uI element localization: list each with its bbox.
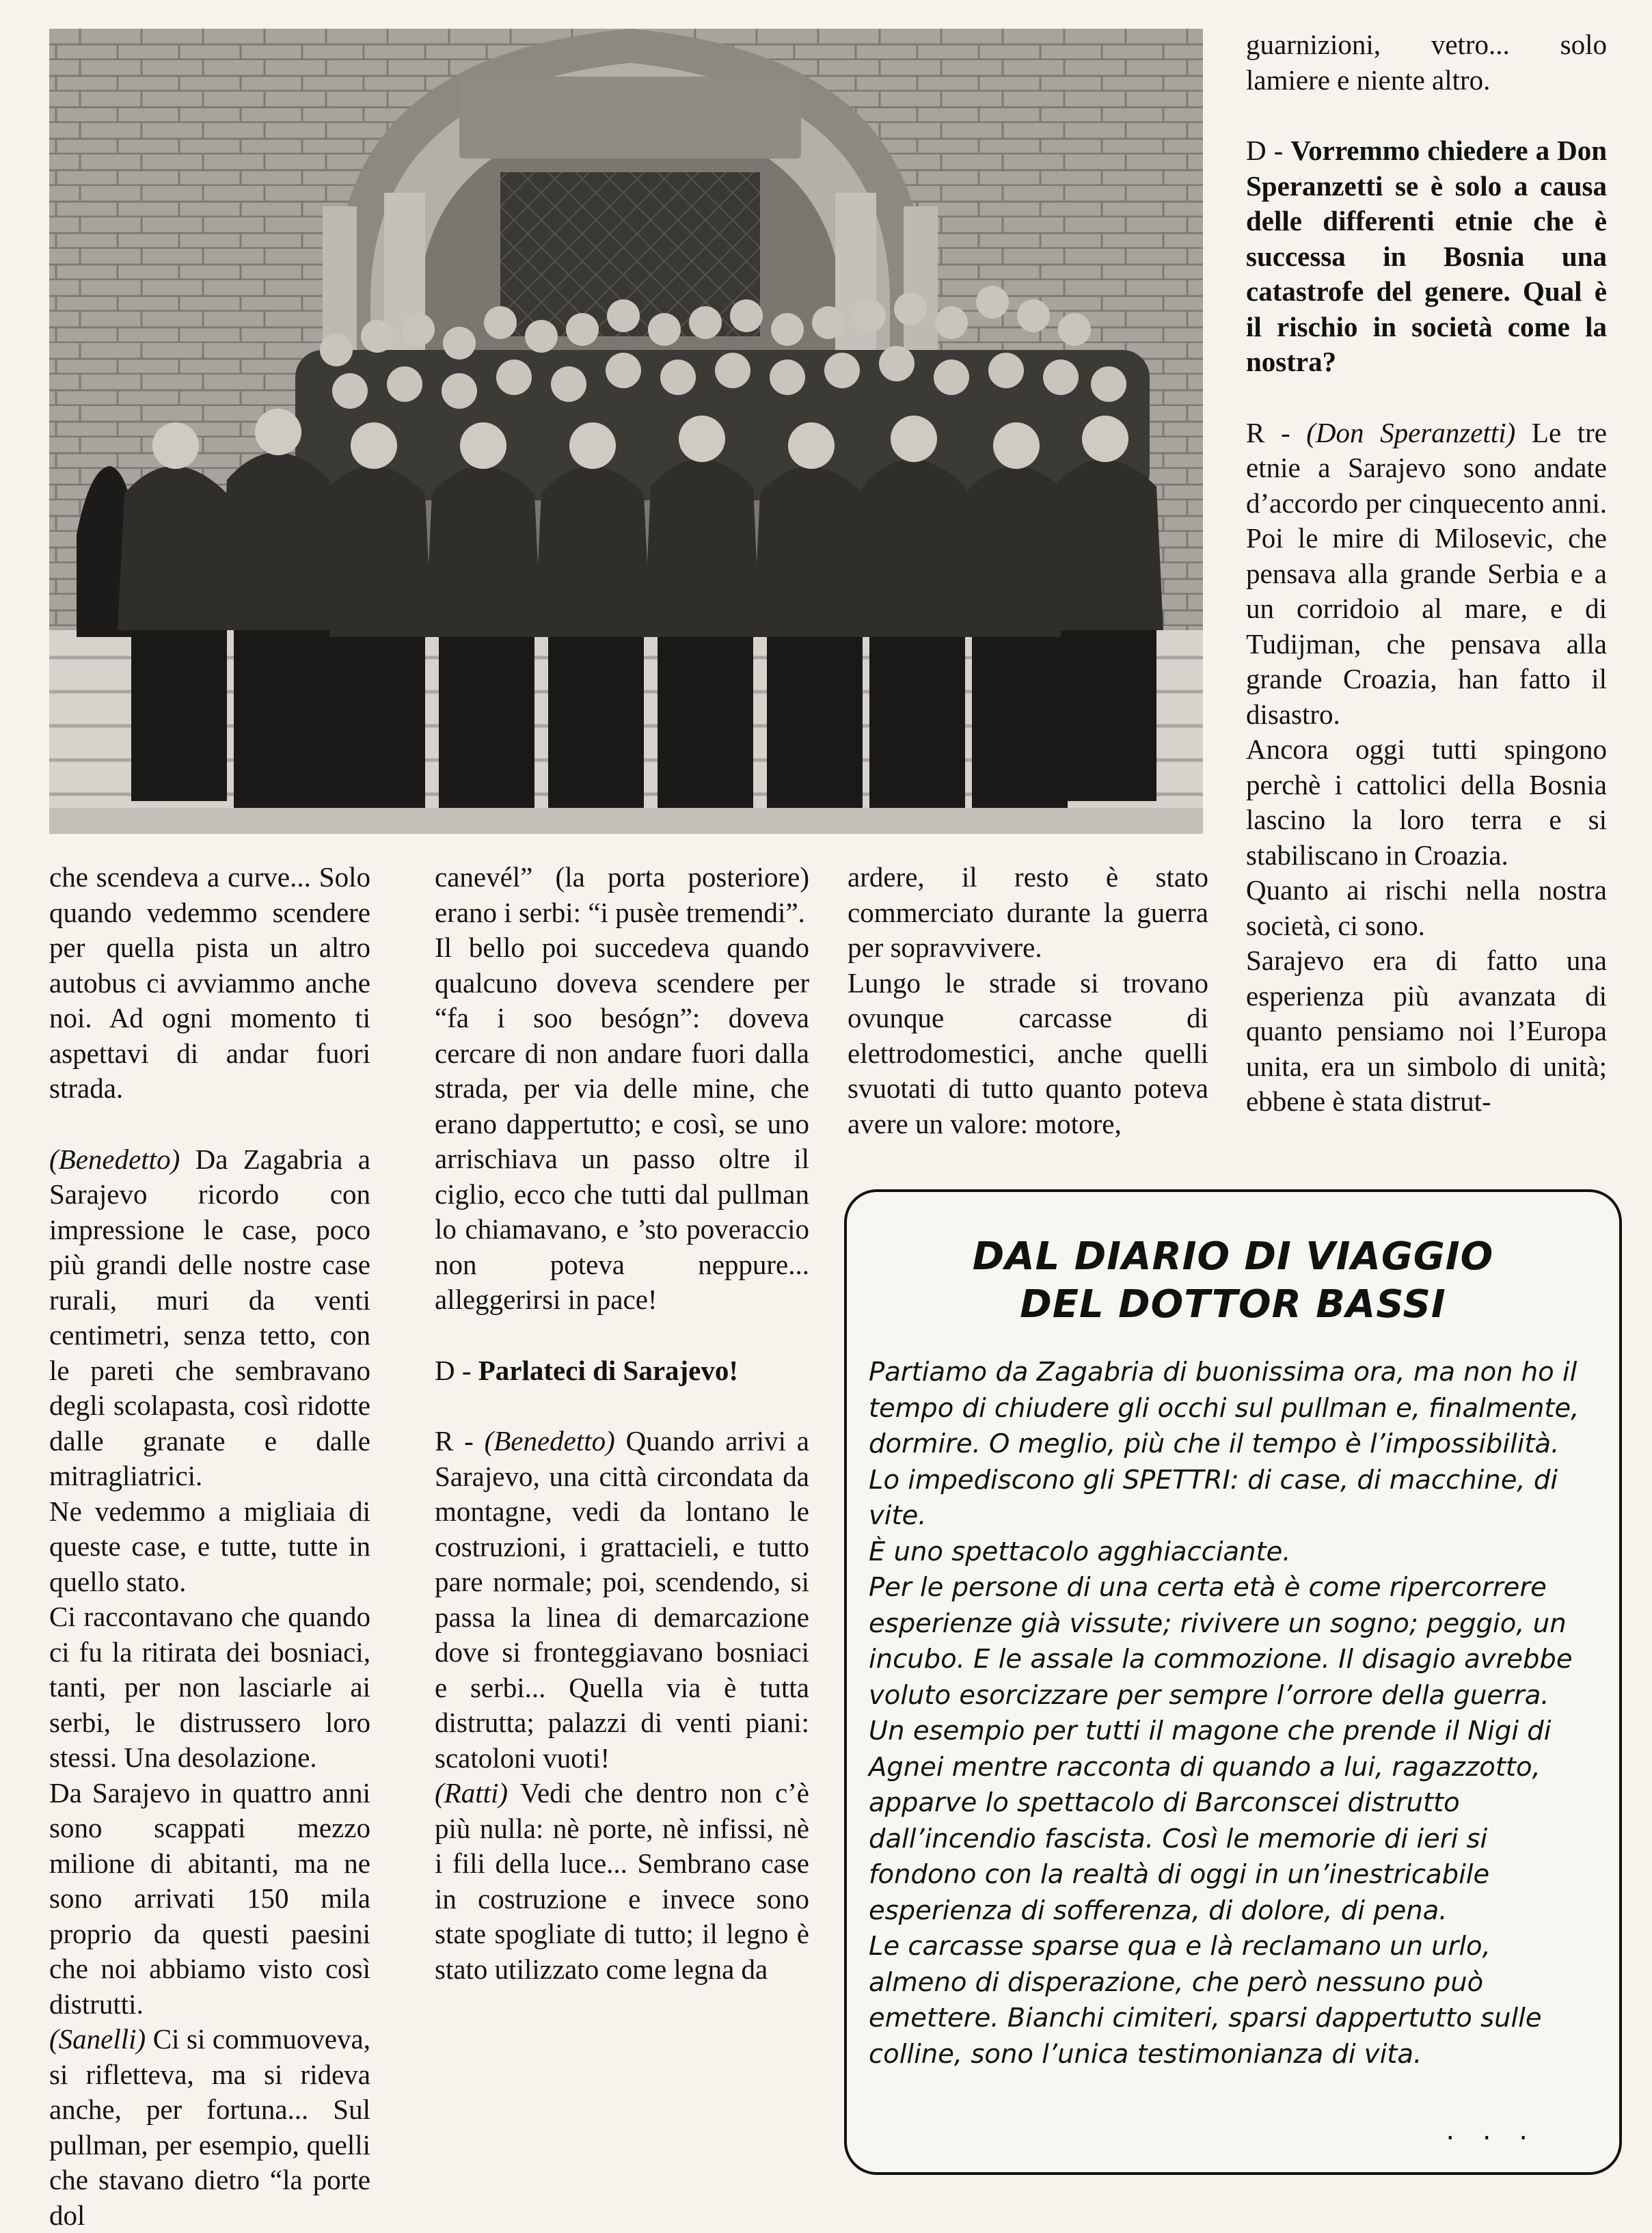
diary-paragraph: Partiamo da Zagabria di buonissima ora, ma non ho il tempo di chiudere gli occhi sul pullman e, finalmente, dormire. O meglio, più che il tempo è l’impossibilità. — [869, 1357, 1580, 1459]
paragraph: Il bello poi succedeva quando qualcuno doveva scendere per “fa i soo besógn”: doveva cercare di non andare fuori dalla strada, per via delle mine, che erano dappertutto; e così, se uno arrischiava un passo oltre il ciglio, ecco che tutti dal pullman lo chiamavano, e ’sto poveraccio non poteva neppure... alleggerirsi in pace! — [435, 932, 809, 1315]
paragraph: canevél” (la porta posteriore) erano i serbi: “i pusèe tremendi”. — [435, 861, 809, 928]
diary-title-line: DEL DOTTOR BASSI — [1020, 1282, 1446, 1327]
answer-text: Le tre etnie a Sarajevo sono andate d’accordo per cinquecento anni. Poi le mire di Milosevic, che pensava alla grande Serbia e a un corridoio al mare, e di Tudijman, che pensava alla grande Croazia, han fatto il disastro. — [1246, 416, 1608, 730]
column-3 — [848, 860, 1208, 1141]
question-prefix: D - — [1246, 135, 1291, 166]
paragraph: Sarajevo era di fatto una esperienza più avanzata di quanto pensiamo noi l’Europa unita, era un simbolo di unità; ebbene è stata distrut- — [1246, 945, 1607, 1117]
diary-paragraph: Un esempio per tutti il magone che prende il Nigi di Agnei mentre racconta di quando a lui, ragazzotto, apparve lo spettacolo di Barconscei distrutto dall’incendio fascista. Così le memorie di ieri si fondono con la realtà di oggi in un’inestricabile esperienza di sofferenza, di dolore, di pena. — [869, 1716, 1552, 1926]
column-4 — [1246, 27, 1607, 1120]
answer — [435, 1424, 809, 1776]
paragraph: Ci raccontavano che quando ci fu la ritirata dei bosniaci, tanti, per non lasciarle ai serbi, le distrussero loro stessi. Una desolazione. — [49, 1601, 370, 1773]
column-1 — [49, 860, 370, 2233]
speaker-label: (Ratti) — [435, 1777, 509, 1809]
paragraph — [49, 1142, 370, 1494]
diary-box — [844, 1189, 1622, 2175]
speaker-label: (Benedetto) — [49, 1143, 180, 1175]
paragraph: Lungo le strade si trovano ovunque carcasse di elettrodomestici, anche quelli svuotati di tutto quanto poteva avere un valore: motore, — [848, 966, 1208, 1139]
answer-text: Quando arrivi a Sarajevo, una città circondata da montagne, vedi da lontano le costruzioni, i grattacieli, e tutto pare normale; poi, scendendo, si passa la linea di demarcazione dove si fronteggiavano bosniaci e serbi... Quella via è tutta distrutta; palazzi di venti piani: scatoloni vuoti! — [435, 1425, 810, 1774]
paragraph: Ancora oggi tutti spingono perchè i cattolici della Bosnia lascino la loro terra e si stabiliscano in Croazia. — [1246, 733, 1607, 871]
speaker-label: (Benedetto) — [484, 1425, 615, 1457]
speaker-label: (Sanelli) — [49, 2023, 146, 2055]
answer — [435, 1776, 809, 1987]
speaker-label: (Don Speranzetti) — [1306, 416, 1516, 448]
paragraph: che scendeva a curve... Solo quando vedemmo scendere per quella pista un altro autobus ci avviammo anche noi. Ad ogni momento ti aspettavi di andar fuori strada. — [49, 861, 370, 1104]
question — [435, 1353, 809, 1389]
paragraph: Ne vedemmo a migliaia di queste case, e tutte, tutte in quello stato. — [49, 1495, 370, 1597]
diary-ellipsis: . . . — [1446, 2115, 1537, 2146]
question-prefix: D - — [435, 1354, 478, 1386]
answer — [1246, 416, 1607, 733]
diary-paragraph: Per le persone di una certa età è come ripercorrere esperienze già vissute; rivivere un sogno; peggio, un incubo. E le assale la commozione. Il disagio avrebbe voluto esorcizzare per sempre l’orrore della guerra. — [869, 1572, 1573, 1711]
group-photo — [49, 29, 1203, 834]
paragraph: ardere, il resto è stato commerciato durante la guerra per sopravvivere. — [848, 861, 1208, 963]
diary-title-line: DAL DIARIO DI VIAGGIO — [972, 1234, 1494, 1279]
diary-paragraph: È uno spettacolo agghiacciante. — [869, 1536, 1291, 1567]
group-photo-illustration — [49, 29, 1203, 834]
question — [1246, 133, 1607, 380]
answer-text: Vedi che dentro non c’è più nulla: nè porte, nè infissi, nè i fili della luce... Sembrano case in costruzione e invece sono state spogliate di tutto; il legno è stato utilizzato come legna da — [435, 1777, 809, 1985]
paragraph — [49, 2022, 370, 2233]
paragraph: Quanto ai rischi nella nostra società, ci sono. — [1246, 874, 1607, 941]
question-text: Vorremmo chiedere a Don Speranzetti se è solo a causa delle differenti etnie che è successa in Bosnia una catastrofe del genere. Qual è il rischio in società come la nostra? — [1246, 135, 1607, 377]
diary-paragraph: Lo impediscono gli SPETTRI: di case, di macchine, di vite. — [869, 1464, 1558, 1531]
paragraph-text: Ci si commuoveva, si rifletteva, ma si rideva anche, per fortuna... Sul pullman, per esempio, quelli che stavano dietro “la porte dol — [49, 2023, 370, 2231]
diary-paragraph: Le carcasse sparse qua e là reclamano un urlo, almeno di disperazione, che però nessuno può emettere. Bianchi cimiteri, sparsi dappertutto sulle colline, sono l’unica testimonianza di vita. — [869, 1931, 1542, 2070]
column-2 — [435, 860, 809, 1987]
paragraph-text: Da Zagabria a Sarajevo ricordo con impressione le case, poco più grandi delle nostre case rurali, muri da venti centimetri, senza tetto, con le pareti che sembravano degli scolapasta, così ridotte dalle granate e dalle mitragliatrici. — [49, 1143, 370, 1491]
diary-box-body — [869, 1355, 1592, 2072]
question-text: Parlateci di Sarajevo! — [478, 1354, 739, 1386]
paragraph: guarnizioni, vetro... solo lamiere e niente altro. — [1246, 29, 1607, 96]
paragraph: Da Sarajevo in quattro anni sono scappati mezzo milione di abitanti, ma ne sono arrivati 150 mila proprio da questi paesini che noi abbiamo visto così distrutti. — [49, 1776, 370, 2020]
answer-prefix: R - — [435, 1425, 485, 1457]
answer-prefix: R - — [1246, 416, 1307, 448]
diary-box-title — [847, 1233, 1619, 1329]
